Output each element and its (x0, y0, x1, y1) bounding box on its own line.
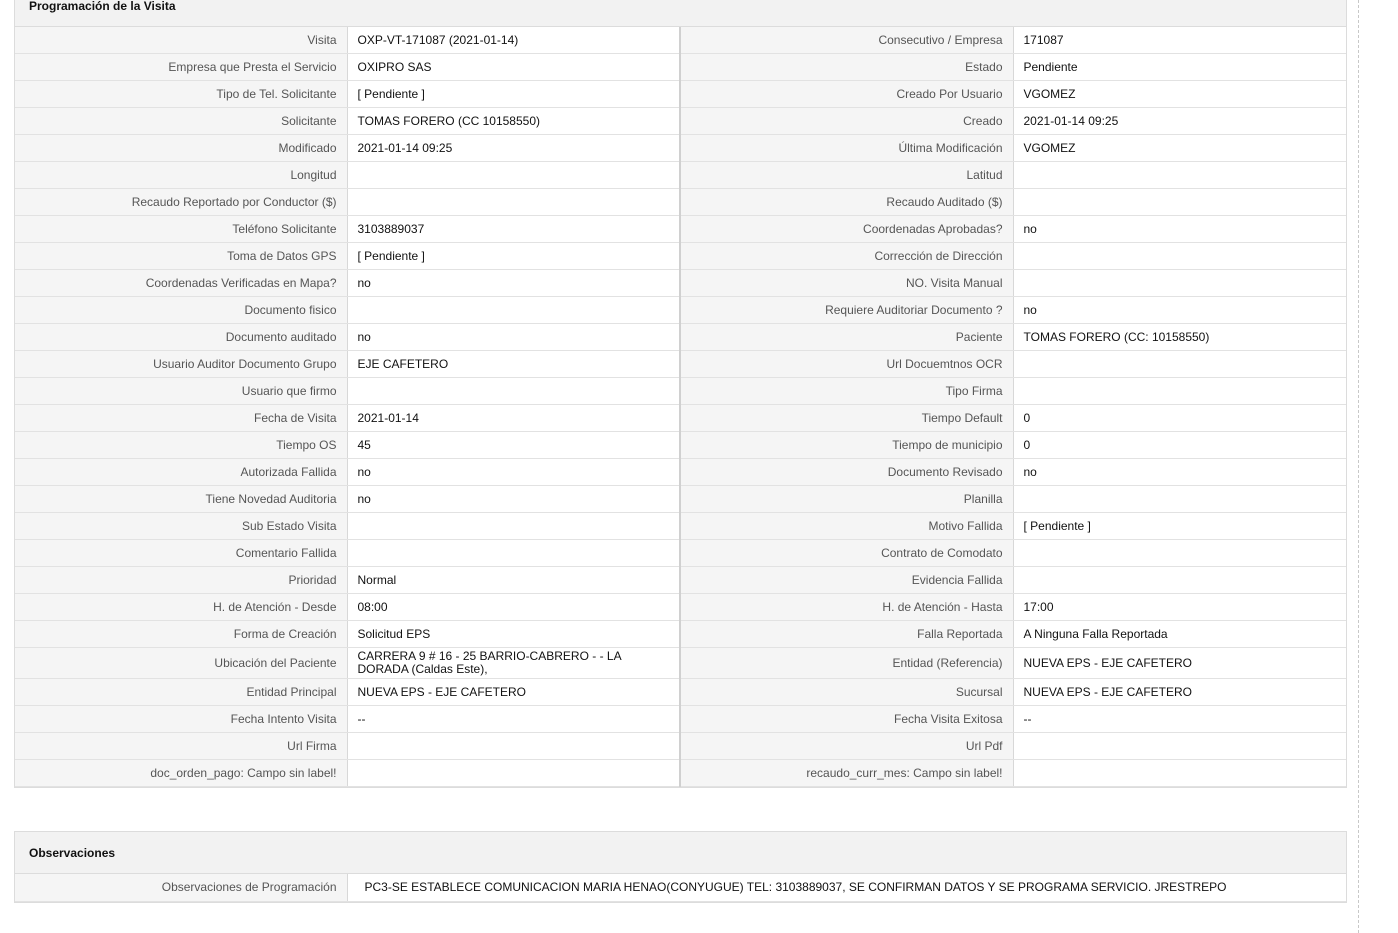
field-label: Url Docuemtnos OCR (680, 351, 1013, 378)
field-value: TOMAS FORERO (CC: 10158550) (1013, 324, 1346, 351)
field-row (15, 405, 1346, 432)
field-value: Normal (347, 567, 680, 594)
field-label: Url Pdf (680, 733, 1013, 760)
field-label: Tiene Novedad Auditoria (15, 486, 347, 513)
field-row (15, 648, 1346, 679)
field-label: H. de Atención - Hasta (680, 594, 1013, 621)
field-label: Documento auditado (15, 324, 347, 351)
field-value (347, 297, 680, 324)
field-label: Ubicación del Paciente (15, 648, 347, 679)
field-value (1013, 189, 1346, 216)
observaciones-header: Observaciones (15, 832, 1346, 874)
field-row (15, 706, 1346, 733)
field-label: recaudo_curr_mes: Campo sin label! (680, 760, 1013, 787)
field-label: Consecutivo / Empresa (680, 27, 1013, 54)
field-label: Entidad (Referencia) (680, 648, 1013, 679)
field-label: Paciente (680, 324, 1013, 351)
field-value: VGOMEZ (1013, 81, 1346, 108)
observaciones-table (15, 874, 1346, 902)
field-value (1013, 486, 1346, 513)
field-label: Documento fisico (15, 297, 347, 324)
field-value (1013, 351, 1346, 378)
field-label: Contrato de Comodato (680, 540, 1013, 567)
field-label: Empresa que Presta el Servicio (15, 54, 347, 81)
field-label: Corrección de Dirección (680, 243, 1013, 270)
field-label: Teléfono Solicitante (15, 216, 347, 243)
field-row (15, 189, 1346, 216)
programacion-header (15, 0, 1346, 27)
field-label: Latitud (680, 162, 1013, 189)
field-label: Comentario Fallida (15, 540, 347, 567)
field-label: Entidad Principal (15, 679, 347, 706)
field-value (1013, 760, 1346, 787)
field-label: NO. Visita Manual (680, 270, 1013, 297)
field-value: no (347, 270, 680, 297)
field-label: Usuario que firmo (15, 378, 347, 405)
field-label: Tipo de Tel. Solicitante (15, 81, 347, 108)
field-value: [ Pendiente ] (1013, 513, 1346, 540)
field-value: no (1013, 216, 1346, 243)
field-label: Estado (680, 54, 1013, 81)
field-value: OXP-VT-171087 (2021-01-14) (347, 27, 680, 54)
field-value: NUEVA EPS - EJE CAFETERO (1013, 679, 1346, 706)
field-row (15, 432, 1346, 459)
field-label: Observaciones de Programación (15, 874, 347, 902)
field-value (347, 378, 680, 405)
field-value: 45 (347, 432, 680, 459)
field-row (15, 567, 1346, 594)
field-value: NUEVA EPS - EJE CAFETERO (1013, 648, 1346, 679)
field-row (15, 270, 1346, 297)
field-label: Coordenadas Verificadas en Mapa? (15, 270, 347, 297)
field-label: Autorizada Fallida (15, 459, 347, 486)
field-row (15, 135, 1346, 162)
field-value: A Ninguna Falla Reportada (1013, 621, 1346, 648)
field-value: 0 (1013, 405, 1346, 432)
field-label: Última Modificación (680, 135, 1013, 162)
field-label: Recaudo Auditado ($) (680, 189, 1013, 216)
field-label: Tiempo Default (680, 405, 1013, 432)
field-label: doc_orden_pago: Campo sin label! (15, 760, 347, 787)
field-value: OXIPRO SAS (347, 54, 680, 81)
field-label: Prioridad (15, 567, 347, 594)
field-label: Modificado (15, 135, 347, 162)
field-value (1013, 270, 1346, 297)
field-value (347, 540, 680, 567)
field-label: Falla Reportada (680, 621, 1013, 648)
field-value: 171087 (1013, 27, 1346, 54)
field-label: Requiere Auditoriar Documento ? (680, 297, 1013, 324)
field-value: 08:00 (347, 594, 680, 621)
field-value (347, 189, 680, 216)
field-value: EJE CAFETERO (347, 351, 680, 378)
field-value (347, 162, 680, 189)
observaciones-row (15, 874, 1346, 902)
field-label: Tipo Firma (680, 378, 1013, 405)
field-label: Url Firma (15, 733, 347, 760)
programacion-table (15, 27, 1346, 787)
field-row (15, 378, 1346, 405)
field-row (15, 513, 1346, 540)
field-value: VGOMEZ (1013, 135, 1346, 162)
field-label: Creado (680, 108, 1013, 135)
field-label: Motivo Fallida (680, 513, 1013, 540)
field-value: 2021-01-14 09:25 (347, 135, 680, 162)
field-value: TOMAS FORERO (CC 10158550) (347, 108, 680, 135)
field-label: H. de Atención - Desde (15, 594, 347, 621)
field-row (15, 459, 1346, 486)
field-value: Solicitud EPS (347, 621, 680, 648)
field-row (15, 621, 1346, 648)
field-value: [ Pendiente ] (347, 243, 680, 270)
field-row (15, 324, 1346, 351)
field-row (15, 540, 1346, 567)
field-label: Fecha de Visita (15, 405, 347, 432)
field-value: no (347, 459, 680, 486)
field-value: 2021-01-14 09:25 (1013, 108, 1346, 135)
field-value: 17:00 (1013, 594, 1346, 621)
field-value: -- (347, 706, 680, 733)
field-label: Coordenadas Aprobadas? (680, 216, 1013, 243)
observaciones-section (14, 831, 1347, 903)
field-value (347, 733, 680, 760)
field-label: Creado Por Usuario (680, 81, 1013, 108)
field-row (15, 594, 1346, 621)
field-label: Evidencia Fallida (680, 567, 1013, 594)
field-value: no (347, 324, 680, 351)
field-value: PC3-SE ESTABLECE COMUNICACION MARIA HENAO(CONYUGUE) TEL: 3103889037, SE CONFIRMAN DATOS Y SE PROGRAMA SERVICIO. JRESTREPO (347, 874, 1346, 902)
field-value (1013, 243, 1346, 270)
field-value (1013, 733, 1346, 760)
field-row (15, 733, 1346, 760)
field-value: Pendiente (1013, 54, 1346, 81)
programacion-title: Programación de la Visita (29, 0, 176, 13)
field-value (347, 760, 680, 787)
field-label: Usuario Auditor Documento Grupo (15, 351, 347, 378)
field-value: no (347, 486, 680, 513)
field-row (15, 760, 1346, 787)
field-row (15, 297, 1346, 324)
field-row (15, 27, 1346, 54)
field-label: Planilla (680, 486, 1013, 513)
field-value: 2021-01-14 (347, 405, 680, 432)
field-label: Recaudo Reportado por Conductor ($) (15, 189, 347, 216)
field-label: Longitud (15, 162, 347, 189)
field-label: Documento Revisado (680, 459, 1013, 486)
field-value: no (1013, 297, 1346, 324)
field-row (15, 54, 1346, 81)
field-row (15, 486, 1346, 513)
field-row (15, 81, 1346, 108)
page-edge-divider (1358, 0, 1359, 933)
field-value: 3103889037 (347, 216, 680, 243)
field-value (1013, 540, 1346, 567)
field-label: Forma de Creación (15, 621, 347, 648)
field-row (15, 216, 1346, 243)
field-row (15, 162, 1346, 189)
field-value (1013, 162, 1346, 189)
field-label: Visita (15, 27, 347, 54)
field-value: [ Pendiente ] (347, 81, 680, 108)
field-value (1013, 378, 1346, 405)
field-value: -- (1013, 706, 1346, 733)
field-label: Fecha Intento Visita (15, 706, 347, 733)
programacion-section (14, 0, 1347, 788)
field-label: Solicitante (15, 108, 347, 135)
field-label: Toma de Datos GPS (15, 243, 347, 270)
field-value: 0 (1013, 432, 1346, 459)
field-value (1013, 567, 1346, 594)
field-value: CARRERA 9 # 16 - 25 BARRIO-CABRERO - - LA DORADA (Caldas Este), (347, 648, 680, 679)
field-label: Sucursal (680, 679, 1013, 706)
field-value: NUEVA EPS - EJE CAFETERO (347, 679, 680, 706)
field-row (15, 679, 1346, 706)
field-row (15, 108, 1346, 135)
field-label: Tiempo de municipio (680, 432, 1013, 459)
field-value (347, 513, 680, 540)
field-label: Sub Estado Visita (15, 513, 347, 540)
field-row (15, 351, 1346, 378)
field-label: Fecha Visita Exitosa (680, 706, 1013, 733)
field-value: no (1013, 459, 1346, 486)
field-label: Tiempo OS (15, 432, 347, 459)
field-row (15, 243, 1346, 270)
